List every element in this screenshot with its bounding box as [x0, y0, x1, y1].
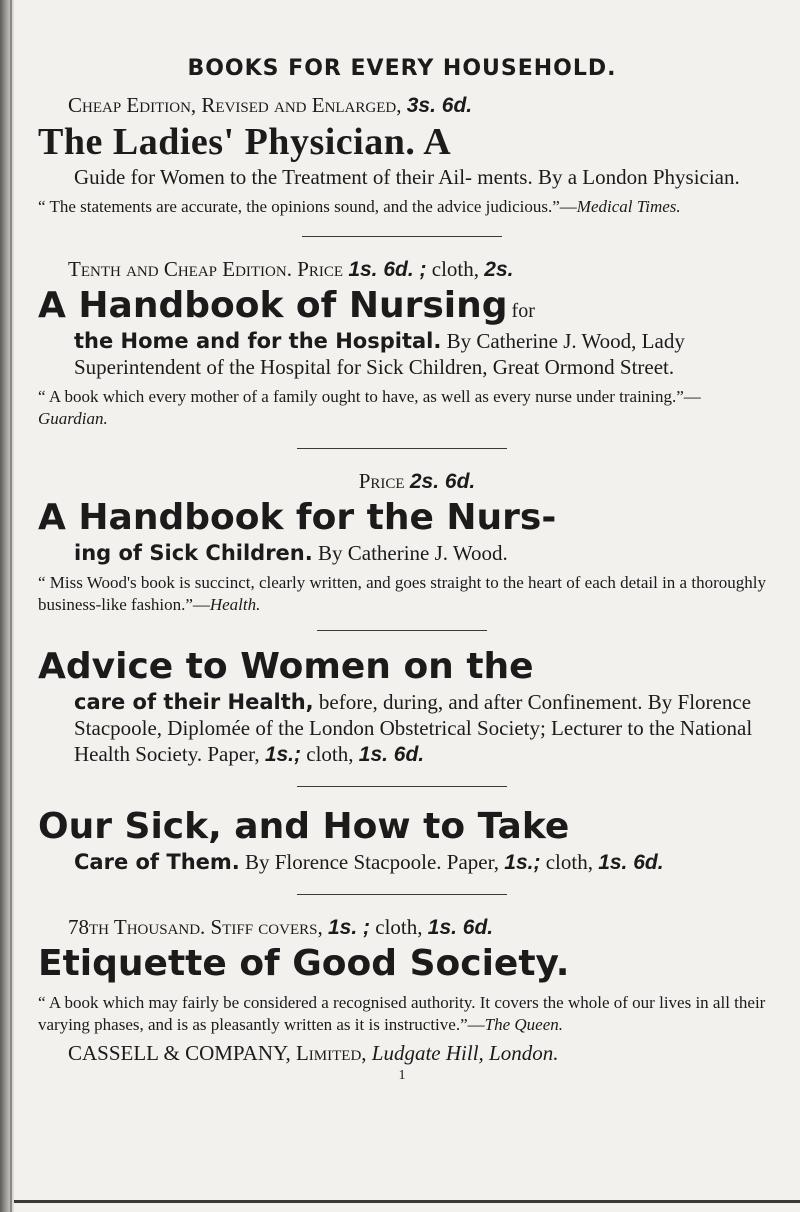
- book-description: [74, 689, 766, 768]
- publisher-place: Ludgate Hill, London.: [371, 1041, 559, 1065]
- quote-text: “ The statements are accurate, the opinions sound, and the advice judicious.”—: [38, 197, 577, 216]
- price-paper: 1s.;: [504, 851, 541, 874]
- quote-text: “ A book which every mother of a family ought to have, as well as every nurse under training.”—: [38, 387, 701, 406]
- edition-text: Tenth and Cheap Edition. Price: [68, 257, 344, 281]
- book-entry-advice-to-women: [38, 645, 766, 768]
- page-header: BOOKS FOR EVERY HOUSEHOLD.: [187, 56, 617, 81]
- book-entry-etiquette: [38, 913, 766, 1036]
- book-entry-ladies-physician: [38, 91, 766, 218]
- price: 2s. 6d.: [409, 470, 476, 493]
- page-number: 1: [398, 1068, 406, 1083]
- cloth-label: cloth,: [375, 915, 423, 939]
- divider: [317, 630, 487, 631]
- book-subtitle: ing of Sick Children.: [74, 541, 313, 565]
- book-entry-handbook-nursing: [38, 255, 766, 430]
- publisher-name: CASSELL & COMPANY,: [68, 1041, 291, 1065]
- book-title: A Handbook for the Nurs-: [38, 497, 557, 538]
- book-description-text: By Catherine J. Wood, Lady Superintendent of the Hospital for Sick Children, Great Ormond Street.: [74, 329, 685, 379]
- edition-text: Cheap Edition, Revised and Enlarged,: [68, 93, 402, 117]
- divider: [302, 236, 502, 237]
- price: 1s. 6d. ;: [348, 258, 427, 281]
- publisher-line: [68, 1040, 766, 1066]
- price-cloth: 1s. 6d.: [427, 916, 494, 939]
- price-paper: 1s.;: [264, 743, 302, 766]
- divider: [297, 786, 507, 787]
- review-quote: [38, 386, 766, 430]
- book-subtitle: the Home and for the Hospital.: [74, 329, 442, 353]
- book-title: The Ladies' Physician. A: [38, 121, 452, 163]
- bottom-rule: [14, 1200, 800, 1203]
- price: 1s. ;: [327, 916, 371, 939]
- edition-line: [68, 913, 766, 942]
- book-entry-nursing-sick-children: [38, 467, 766, 616]
- quote-text: “ A book which may fairly be considered a recognised authority. It covers the whole of our lives in all their varying phases, and is as pleasantly written as it is instructive.”—: [38, 993, 766, 1034]
- price-cloth: 1s. 6d.: [358, 743, 425, 766]
- quote-text: “ Miss Wood's book is succinct, clearly written, and goes straight to the heart of each detail in a thoroughly business-like fashion.”—: [38, 573, 766, 614]
- divider: [297, 448, 507, 449]
- book-description: Guide for Women to the Treatment of their Ail- ments. By a London Physician.: [74, 165, 740, 189]
- divider: [297, 894, 507, 895]
- price-cloth: 1s. 6d.: [598, 851, 664, 874]
- price: 3s. 6d.: [406, 94, 473, 117]
- edition-text: 78th Thousand. Stiff covers,: [68, 915, 323, 939]
- cloth-label: cloth,: [545, 850, 593, 874]
- price-cloth: 2s.: [484, 258, 514, 281]
- book-title-line: [38, 284, 766, 328]
- edition-line: [68, 467, 766, 496]
- page: [38, 56, 766, 1084]
- review-quote: [38, 196, 766, 218]
- book-title: A Handbook of Nursing: [38, 285, 508, 326]
- edition-line: [68, 255, 766, 284]
- cloth-label: cloth,: [431, 257, 480, 281]
- book-description: [74, 849, 766, 876]
- review-quote: [38, 992, 766, 1036]
- edition-line: [68, 91, 766, 120]
- book-title: Our Sick, and How to Take: [38, 806, 570, 847]
- quote-source: Health.: [209, 595, 261, 614]
- book-title: Advice to Women on the: [38, 646, 534, 687]
- book-description: [74, 328, 766, 380]
- book-description-text: By Catherine J. Wood.: [317, 541, 508, 565]
- book-title-for: for: [511, 300, 535, 322]
- cloth-label: cloth,: [306, 742, 354, 766]
- book-binding-edge: [10, 0, 12, 1212]
- book-description-text: before, during, and after Confinement. By Florence Stacpoole, Diplomée of the London Obstetrical Society; Lecturer to the National Health Society. Paper,: [74, 690, 753, 766]
- book-title: Etiquette of Good Society.: [38, 943, 570, 984]
- review-quote: [38, 572, 766, 616]
- book-subtitle: care of their Health,: [74, 690, 314, 714]
- edition-text: Price: [358, 469, 405, 493]
- quote-source: Guardian.: [38, 409, 108, 428]
- book-description-text: By Florence Stacpoole. Paper,: [245, 850, 500, 874]
- publisher-limited: Limited,: [295, 1041, 367, 1065]
- book-description: [74, 540, 766, 566]
- quote-source: The Queen.: [484, 1015, 563, 1034]
- quote-source: Medical Times.: [576, 197, 681, 216]
- book-entry-our-sick: [38, 805, 766, 876]
- book-subtitle: Care of Them.: [74, 850, 240, 874]
